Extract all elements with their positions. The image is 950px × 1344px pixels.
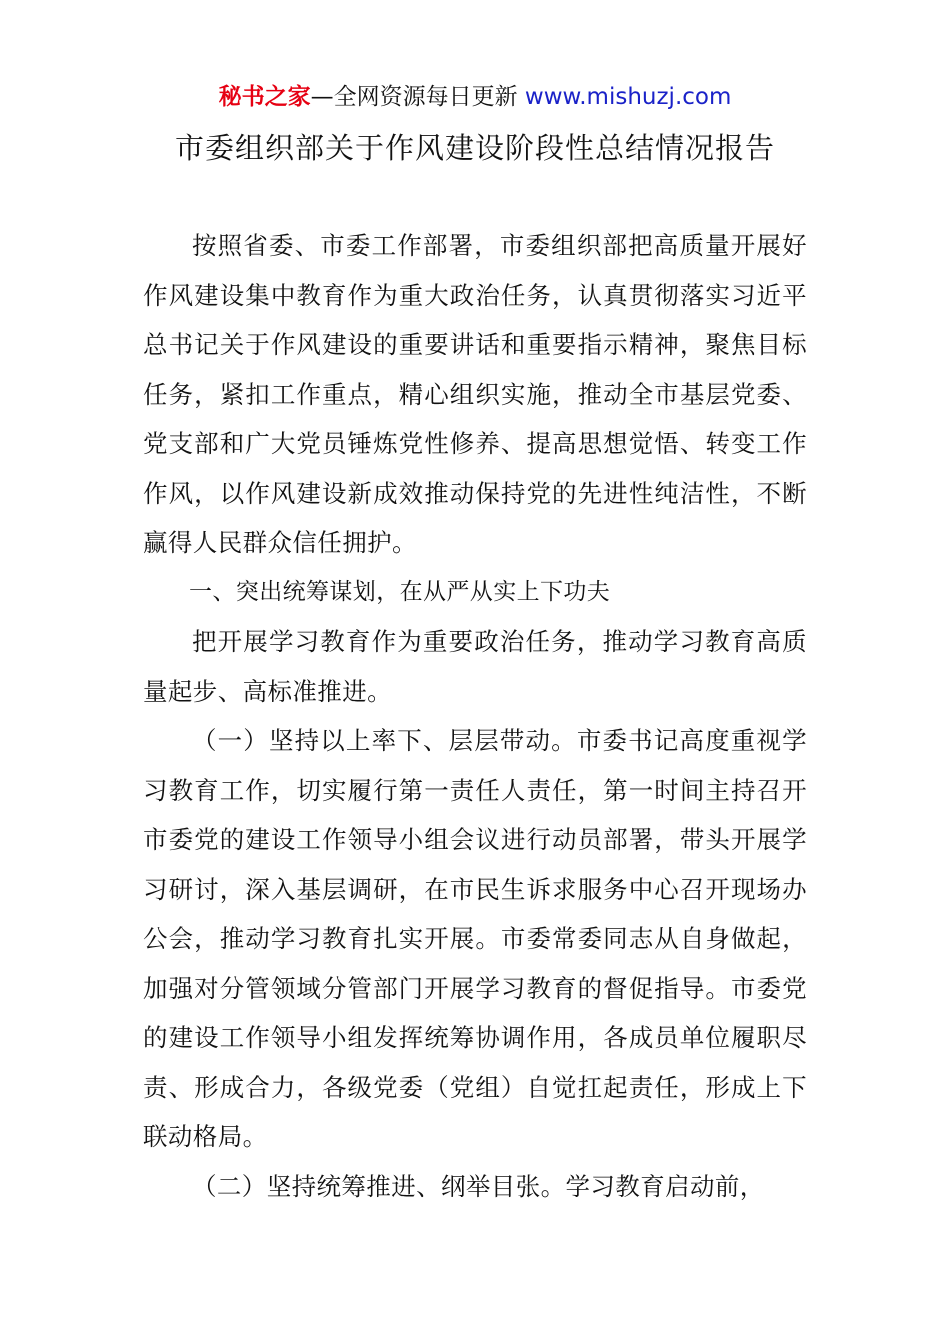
subsection-1-paragraph: （一）坚持以上率下、层层带动。市委书记高度重视学习教育工作，切实履行第一责任人责任，第一时间主持召开市委党的建设工作领导小组会议进行动员部署，带头开展学习研讨，深入基层调研，在市民生诉求服务中心召开现场办公会，推动学习教育扎实开展。市委常委同志从自身做起，加强对分管领域分管部门开展学习教育的督促指导。市委党的建设工作领导小组发挥统筹协调作用，各成员单位履职尽责、形成合力，各级党委（党组）自觉扛起责任，形成上下联动格局。	[143, 726, 807, 1151]
document-title: 市委组织部关于作风建设阶段性总结情况报告	[174, 131, 775, 165]
document-body	[143, 221, 807, 1211]
site-url-link[interactable]: www.mishuzj.com	[524, 84, 732, 110]
section-heading-1: 一、突出统筹谋划，在从严从实上下功夫	[189, 578, 611, 605]
site-brand: 秘书之家	[218, 84, 311, 110]
site-header	[0, 80, 950, 114]
section-1-intro-paragraph: 把开展学习教育作为重要政治任务，推动学习教育高质量起步、高标准推进。	[143, 627, 807, 706]
site-tagline: —全网资源每日更新	[310, 84, 525, 110]
intro-paragraph: 按照省委、市委工作部署，市委组织部把高质量开展好作风建设集中教育作为重大政治任务，认真贯彻落实习近平总书记关于作风建设的重要讲话和重要指示精神，聚焦目标任务，紧扣工作重点，精心组织实施，推动全市基层党委、党支部和广大党员锤炼党性修养、提高思想觉悟、转变工作作风，以作风建设新成效推动保持党的先进性纯洁性，不断赢得人民群众信任拥护。	[143, 231, 807, 557]
subsection-2-paragraph: （二）坚持统筹推进、纲举目张。学习教育启动前，	[192, 1171, 765, 1201]
